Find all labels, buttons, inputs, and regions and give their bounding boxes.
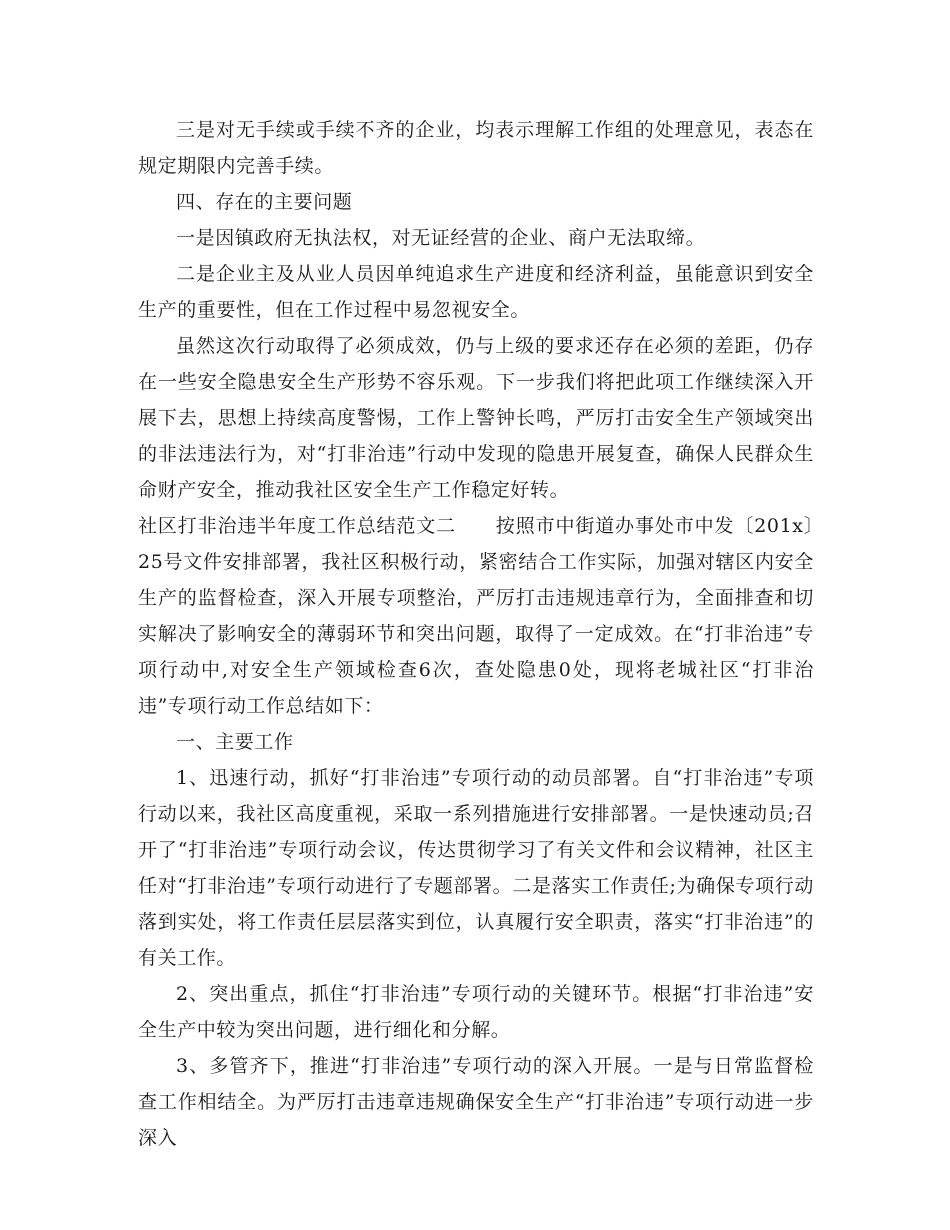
- paragraph: 1、迅速行动，抓好“打非治违”专项行动的动员部署。自“打非治违”专项行动以来，我社区高度重视，采取一系列措施进行安排部署。一是快速动员;召开了“打非治违”专项行动会议，传达贯彻学习了有关文件和会议精神，社区主任对“打非治违”专项行动进行了专题部署。二是落实工作责任;为确保专项行动落到实处，将工作责任层层落实到位，认真履行安全职责，落实“打非治违”的有关工作。: [138, 767, 814, 969]
- paragraph: 三是对无手续或手续不齐的企业，均表示理解工作组的处理意见，表态在规定期限内完善手续。: [138, 119, 814, 177]
- paragraph: 3、多管齐下，推进“打非治违”专项行动的深入开展。一是与日常监督检查工作相结全。为严厉打击违章违规确保安全生产“打非治违”专项行动进一步深入: [138, 1055, 814, 1149]
- paragraph: 2、突出重点，抓住“打非治违”专项行动的关键环节。根据“打非治违”安全生产中较为突出问题，进行细化和分解。: [138, 983, 814, 1041]
- document-body: [138, 112, 814, 1156]
- section-heading: 四、存在的主要问题: [176, 191, 353, 213]
- paragraph: 虽然这次行动取得了必须成效，仍与上级的要求还存在必须的差距，仍存在一些安全隐患安全生产形势不容乐观。下一步我们将把此项工作继续深入开展下去，思想上持续高度警惕，工作上警钟长鸣，严厉打击安全生产领域突出的非法违法行为，对“打非治违”行动中发现的隐患开展复查，确保人民群众生命财产安全，推动我社区安全生产工作稳定好转。: [138, 335, 814, 501]
- section-heading: 一、主要工作: [176, 731, 294, 753]
- paragraph: 二是企业主及从业人员因单纯追求生产进度和经济利益，虽能意识到安全生产的重要性，但在工作过程中易忽视安全。: [138, 263, 814, 321]
- paragraph: 一是因镇政府无执法权，对无证经营的企业、商户无法取缔。: [176, 227, 706, 249]
- article-title-paragraph: 社区打非治违半年度工作总结范文二 按照市中街道办事处市中发〔201x〕25号文件安排部署，我社区积极行动，紧密结合工作实际，加强对辖区内安全生产的监督检查，深入开展专项整治，严厉打击违规违章行为，全面排查和切实解决了影响安全的薄弱环节和突出问题，取得了一定成效。在“打非治违”专项行动中,对安全生产领域检查6次，查处隐患0处，现将老城社区“打非治违”专项行动工作总结如下：: [138, 515, 814, 717]
